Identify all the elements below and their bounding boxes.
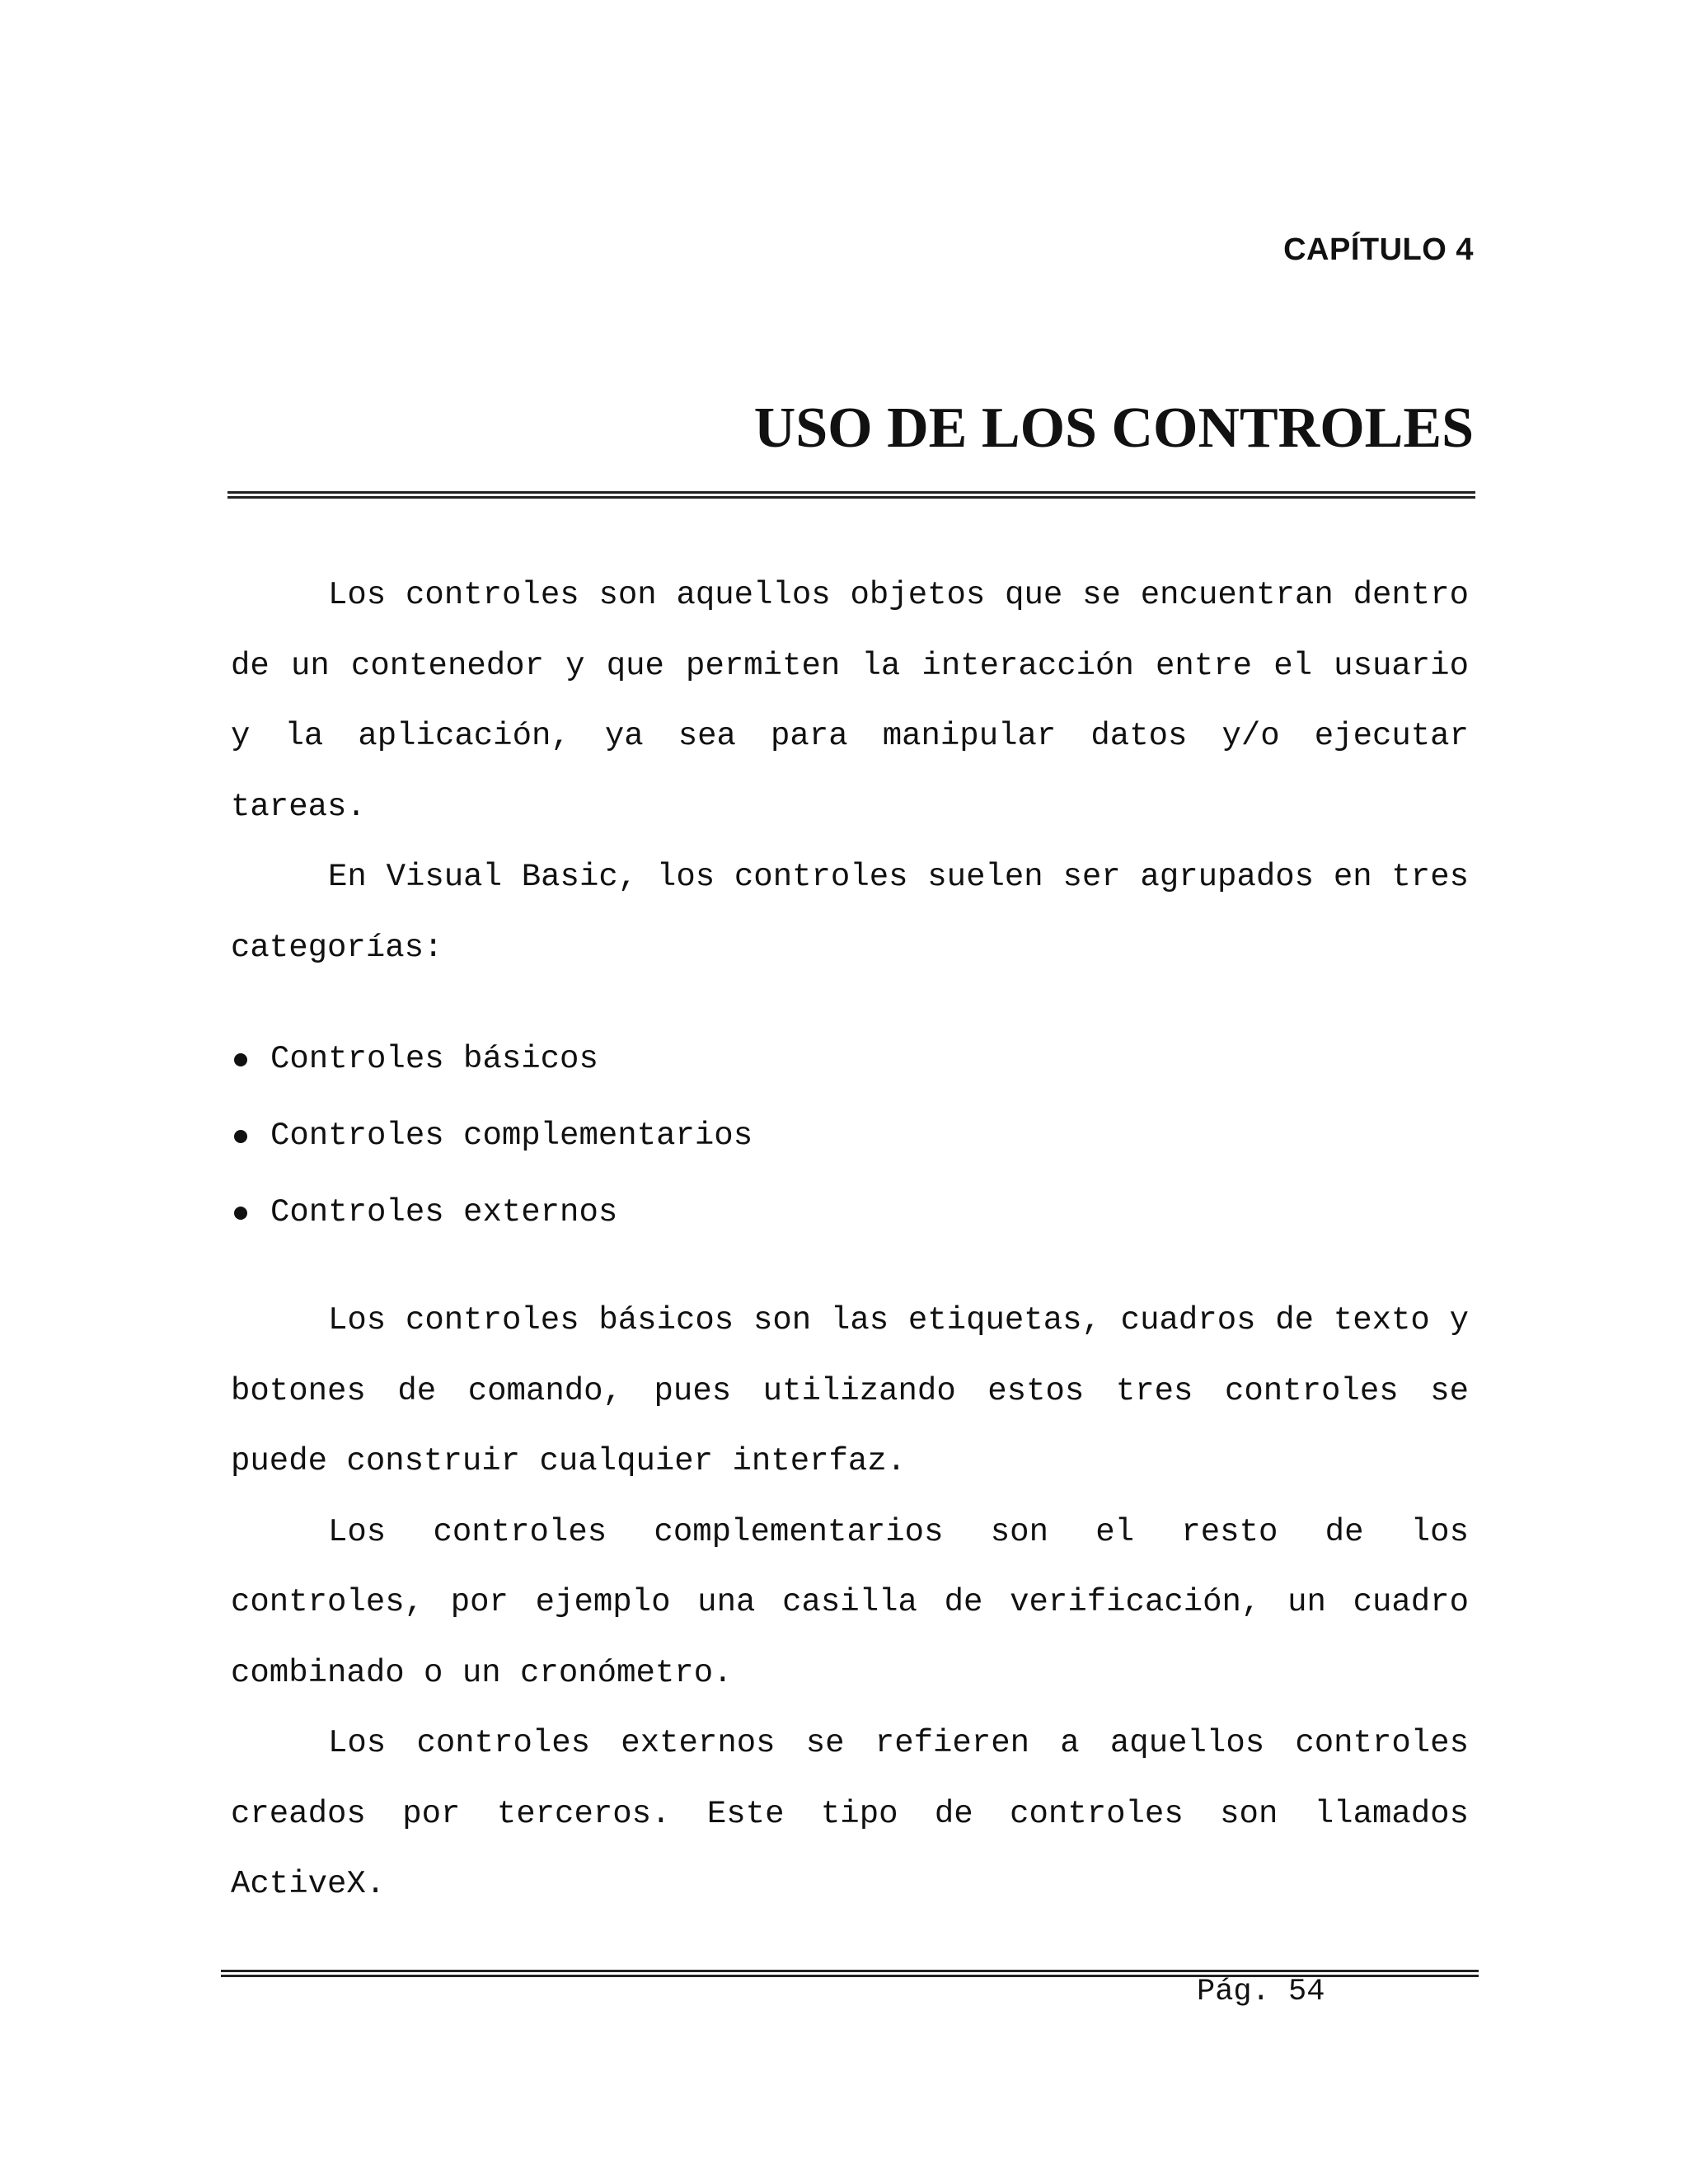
bullet-icon xyxy=(234,1053,247,1066)
chapter-label: CAPÍTULO 4 xyxy=(1283,232,1474,267)
category-list xyxy=(231,1021,1469,1251)
bullet-icon xyxy=(234,1130,247,1143)
bullet-icon xyxy=(234,1207,247,1220)
list-item xyxy=(231,1174,1469,1251)
list-item xyxy=(231,1098,1469,1174)
paragraph: Los controles básicos son las etiquetas, cuadros de texto y botones de comando, pues utilizando estos tres controles se puede construir cualquier interfaz. xyxy=(231,1302,1469,1479)
paragraph: Los controles externos se refieren a aquellos controles creados por terceros. Este tipo de controles son llamados ActiveX. xyxy=(231,1725,1469,1902)
list-item-label: Controles básicos xyxy=(270,1041,598,1077)
title-divider xyxy=(227,491,1475,499)
paragraph: En Visual Basic, los controles suelen ser agrupados en tres categorías: xyxy=(231,859,1469,966)
paragraph: Los controles complementarios son el resto de los controles, por ejemplo una casilla de verificación, un cuadro combinado o un cronómetro. xyxy=(231,1513,1469,1691)
chapter-title: USO DE LOS CONTROLES xyxy=(753,396,1474,460)
list-item xyxy=(231,1021,1469,1098)
page-number: Pág. 54 xyxy=(1197,1975,1325,2009)
paragraph: Los controles son aquellos objetos que se encuentran dentro de un contenedor y que permiten la interacción entre el usuario y la aplicación, ya sea para manipular datos y/o ejecutar tareas. xyxy=(231,577,1469,825)
list-item-label: Controles complementarios xyxy=(270,1118,753,1154)
body-content xyxy=(231,560,1469,1920)
list-item-label: Controles externos xyxy=(270,1194,618,1230)
